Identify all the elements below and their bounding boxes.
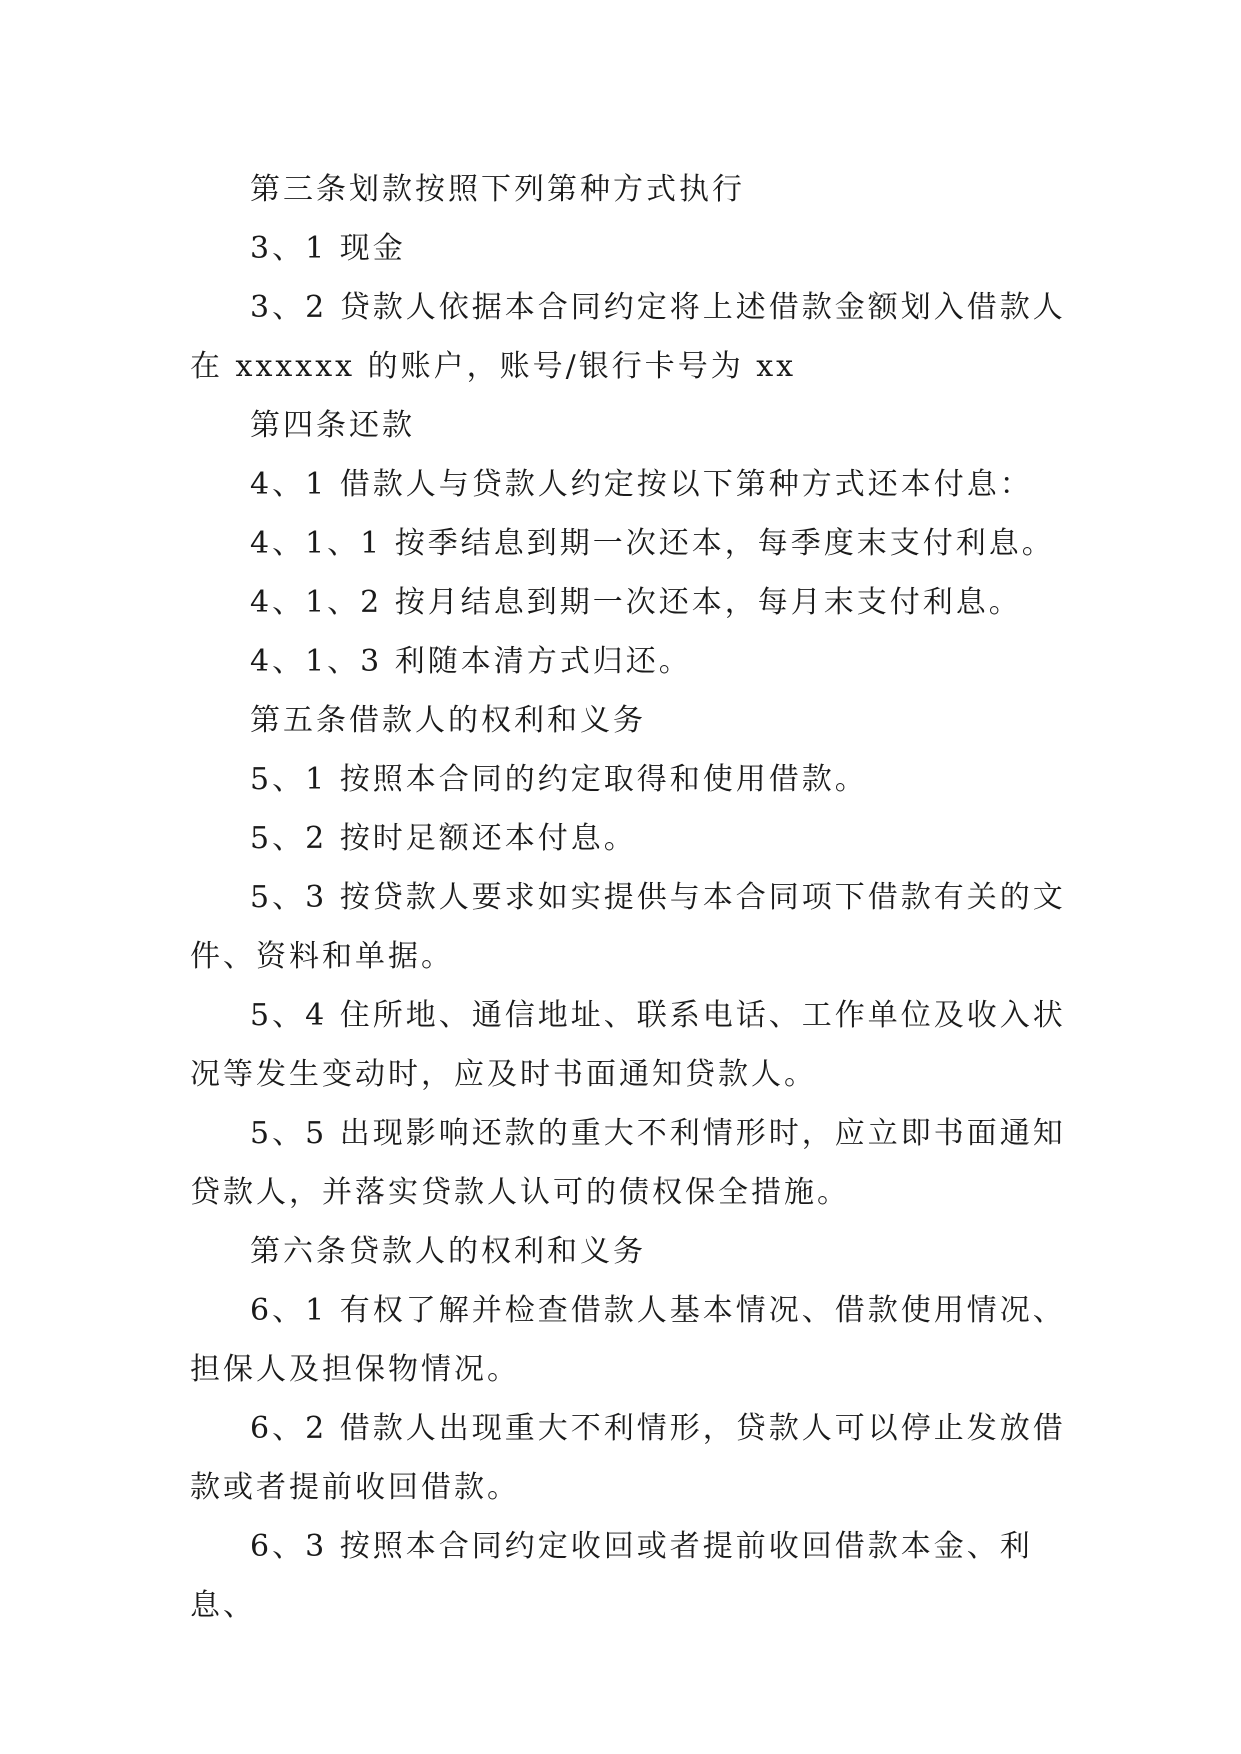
clause-6-2: 6、2 借款人出现重大不利情形，贷款人可以停止发放借款或者提前收回借款。 xyxy=(190,1411,1066,1505)
clause-5-2: 5、2 按时足额还本付息。 xyxy=(250,821,637,856)
clause-5-1: 5、1 按照本合同的约定取得和使用借款。 xyxy=(250,762,868,797)
clause-6-1: 6、1 有权了解并检查借款人基本情况、借款使用情况、担保人及担保物情况。 xyxy=(190,1293,1066,1387)
clause-5-5: 5、5 出现影响还款的重大不利情形时，应立即书面通知贷款人，并落实贷款人认可的债权保全措施。 xyxy=(190,1116,1066,1210)
clause-5-3: 5、3 按贷款人要求如实提供与本合同项下借款有关的文件、资料和单据。 xyxy=(190,880,1066,974)
clause-5-4: 5、4 住所地、通信地址、联系电话、工作单位及收入状况等发生变动时，应及时书面通知贷款人。 xyxy=(190,998,1066,1092)
clause-6-3: 6、3 按照本合同约定收回或者提前收回借款本金、利息、 xyxy=(190,1529,1033,1623)
document-body xyxy=(190,160,1070,1635)
clause-4-1-2: 4、1、2 按月结息到期一次还本，每月末支付利息。 xyxy=(250,585,1022,620)
clause-3-2: 3、2 贷款人依据本合同约定将上述借款金额划入借款人在 xxxxxx 的账户，账号/银行卡号为 xx xyxy=(190,290,1066,384)
clause-6-heading: 第六条贷款人的权利和义务 xyxy=(250,1234,646,1269)
clause-4-1: 4、1 借款人与贷款人约定按以下第种方式还本付息： xyxy=(250,467,1033,502)
clause-4-heading: 第四条还款 xyxy=(250,408,415,443)
clause-3-heading: 第三条划款按照下列第种方式执行 xyxy=(250,172,745,207)
clause-4-1-1: 4、1、1 按季结息到期一次还本，每季度末支付利息。 xyxy=(250,526,1055,561)
clause-3-1: 3、1 现金 xyxy=(250,231,406,266)
clause-5-heading: 第五条借款人的权利和义务 xyxy=(250,703,646,738)
clause-4-1-3: 4、1、3 利随本清方式归还。 xyxy=(250,644,692,679)
